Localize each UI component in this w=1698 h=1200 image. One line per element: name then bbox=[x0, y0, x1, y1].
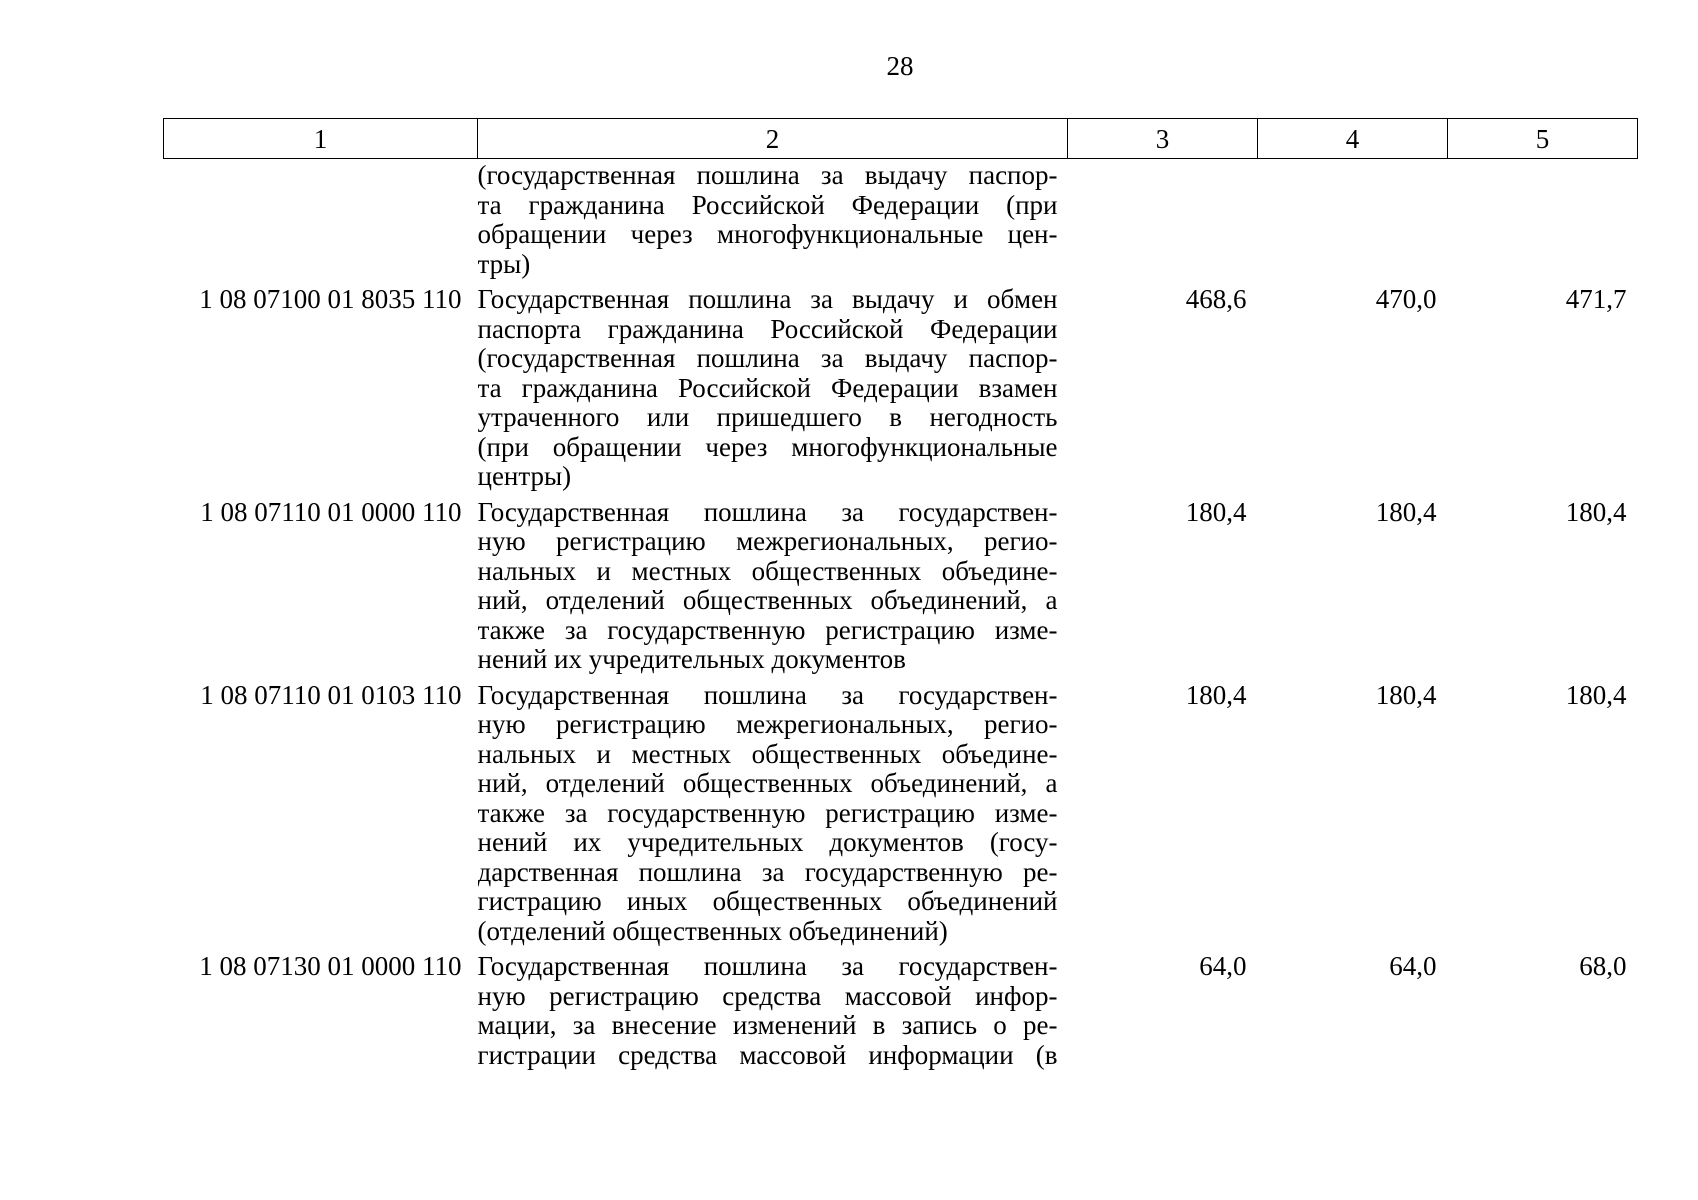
description-line: дарственная пошлина за государственную ре- bbox=[477, 857, 1058, 887]
value-col-3: 64,0 bbox=[1199, 951, 1247, 981]
budget-code-cell bbox=[164, 159, 478, 280]
description-line: ний, отделений общественных объединений, а bbox=[477, 769, 1058, 798]
description-line: ную регистрацию средства массовой инфор- bbox=[477, 981, 1058, 1011]
table-row bbox=[164, 675, 1638, 947]
value-col-4: 470,0 bbox=[1375, 284, 1437, 314]
budget-code-cell: 1 08 07130 01 0000 110 bbox=[199, 951, 462, 981]
description-line: та гражданина Российской Федерации взамен bbox=[477, 373, 1058, 403]
description-line: (при обращении через многофункциональные bbox=[477, 432, 1058, 462]
description-line: нальных и местных общественных объедине- bbox=[477, 739, 1058, 769]
value-col-4: 180,4 bbox=[1375, 679, 1437, 710]
description-line: нений их учредительных документов bbox=[477, 645, 906, 674]
description-line: утраченного или пришедшего в негодность bbox=[477, 403, 1058, 432]
description-cell bbox=[478, 946, 1068, 1070]
value-col-3: 468,6 bbox=[1185, 284, 1247, 314]
table-header-row bbox=[164, 119, 1638, 159]
value-col-3: 180,4 bbox=[1185, 496, 1247, 527]
value-col-5: 180,4 bbox=[1565, 679, 1627, 710]
budget-code-cell: 1 08 07110 01 0103 110 bbox=[200, 679, 462, 710]
description-line: центры) bbox=[477, 462, 572, 491]
description-line: (отделений общественных объединений) bbox=[477, 916, 948, 946]
value-col-4: 180,4 bbox=[1375, 496, 1437, 527]
description-line: также за государственную регистрацию изме- bbox=[477, 798, 1058, 828]
value-col-5: 471,7 bbox=[1565, 284, 1627, 314]
budget-code-cell: 1 08 07110 01 0000 110 bbox=[200, 496, 462, 527]
description-line: Государственная пошлина за выдачу и обмен bbox=[477, 285, 1058, 314]
description-line: (государственная пошлина за выдачу паспор- bbox=[477, 344, 1058, 373]
header-col-4: 4 bbox=[1258, 119, 1448, 159]
description-line: паспорта гражданина Российской Федерации bbox=[477, 314, 1058, 344]
description-line: Государственная пошлина за государствен- bbox=[477, 497, 1058, 527]
description-line: ную регистрацию межрегиональных, регио- bbox=[477, 710, 1058, 739]
description-line: тры) bbox=[477, 249, 531, 279]
description-line: Государственная пошлина за государствен- bbox=[477, 952, 1058, 981]
budget-code-cell: 1 08 07100 01 8035 110 bbox=[199, 284, 462, 314]
description-line: гистрацию иных общественных объединений bbox=[477, 887, 1058, 916]
description-line: также за государственную регистрацию изме- bbox=[477, 615, 1058, 645]
description-line: ную регистрацию межрегиональных, регио- bbox=[477, 527, 1058, 556]
table-row bbox=[164, 159, 1638, 280]
description-line: Государственная пошлина за государствен- bbox=[477, 680, 1058, 710]
table-row bbox=[164, 492, 1638, 675]
table-body bbox=[164, 159, 1638, 1071]
description-line: нальных и местных общественных объедине- bbox=[477, 556, 1058, 586]
table-row bbox=[164, 946, 1638, 1070]
value-col-3 bbox=[1068, 159, 1258, 280]
value-col-3: 180,4 bbox=[1185, 679, 1247, 710]
header-col-3: 3 bbox=[1068, 119, 1258, 159]
description-cell bbox=[478, 492, 1068, 675]
description-line: мации, за внесение изменений в запись о ре- bbox=[477, 1011, 1058, 1040]
value-col-5: 68,0 bbox=[1579, 951, 1627, 981]
value-col-5: 180,4 bbox=[1565, 496, 1627, 527]
header-col-5: 5 bbox=[1448, 119, 1638, 159]
description-line: ний, отделений общественных объединений, а bbox=[477, 586, 1058, 615]
table-header bbox=[164, 119, 1638, 159]
value-col-4 bbox=[1258, 159, 1448, 280]
description-line: нений их учредительных документов (госу- bbox=[477, 828, 1058, 857]
header-col-2: 2 bbox=[478, 119, 1068, 159]
description-line: гистрации средства массовой информации (в bbox=[477, 1040, 1058, 1070]
description-line: обращении через многофункциональные цен- bbox=[477, 220, 1058, 249]
page-number: 28 bbox=[886, 51, 914, 81]
budget-table bbox=[163, 118, 1638, 1070]
description-cell bbox=[478, 675, 1068, 947]
description-line: та гражданина Российской Федерации (при bbox=[477, 190, 1058, 220]
description-line: (государственная пошлина за выдачу паспор- bbox=[477, 161, 1058, 190]
value-col-4: 64,0 bbox=[1389, 951, 1437, 981]
description-cell bbox=[478, 279, 1068, 492]
value-col-5 bbox=[1448, 159, 1638, 280]
table-row bbox=[164, 279, 1638, 492]
header-col-1: 1 bbox=[164, 119, 478, 159]
description-cell bbox=[478, 159, 1068, 280]
